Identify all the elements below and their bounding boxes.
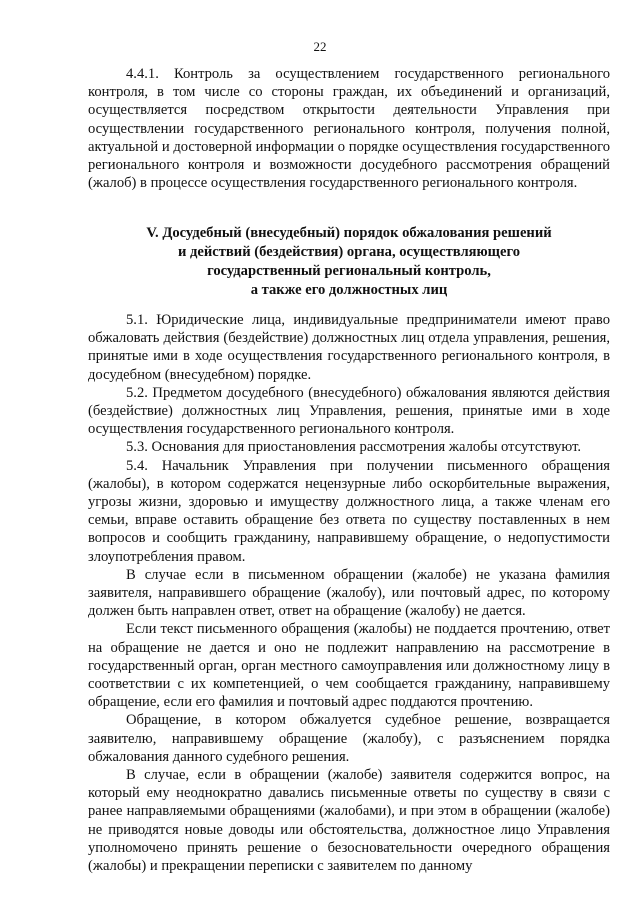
section-v-body: [88, 311, 610, 875]
paragraph-5-2: 5.2. Предметом досудебного (внесудебного) обжалования являются действия (бездействие) должностных лиц Управления, решения, принятые ими в ходе осуществления государственного регионального контроля.: [88, 384, 610, 438]
paragraph-5-1: 5.1. Юридические лица, индивидуальные предприниматели имеют право обжаловать действия (бездействие) должностных лиц отдела управления, решения, принятые ими в ходе осуществления государственного регионального контроля, в досудебном (внесудебном) порядке.: [88, 312, 610, 383]
heading-line-4: а также его должностных лиц: [250, 282, 448, 298]
page-number: 22: [313, 39, 327, 54]
paragraph-4-4-1: 4.4.1. Контроль за осуществлением государственного регионального контроля, в том числе со стороны граждан, их объединений и организаций, осуществляется посредством открытости деятельности Управления при осуществлении государственного регионального контроля, получения полной, актуальной и достоверной информации о порядке осуществления государственного регионального контроля и возможности досудебного рассмотрения обращений (жалоб) в процессе осуществления государственного регионального контроля.: [88, 66, 610, 192]
section-v-heading: [88, 224, 610, 300]
paragraph-repeated-appeal: В случае, если в обращении (жалобе) заявителя содержится вопрос, на который ему неоднократно давались письменные ответы по существу в связи с ранее направляемыми обращениями (жалобами), и при этом в обращении (жалобе) не приводятся новые доводы или обстоятельства, должностное лицо Управления уполномочено принять решение о безосновательности очередного обращения (жалобы) и прекращении переписки с заявителем по данному: [88, 767, 610, 875]
paragraph-unreadable: Если текст письменного обращения (жалобы) не поддается прочтению, ответ на обращение не дается и оно не подлежит направлению на рассмотрение в государственный орган, орган местного самоуправления или должностному лицу в соответствии с их компетенцией, о чем сообщается гражданину, направившему обращение, если его фамилия и почтовый адрес поддаются прочтению.: [88, 621, 610, 711]
section-4-4-1: [88, 65, 610, 192]
heading-line-2: и действий (бездействия) органа, осуществляющего: [177, 244, 521, 260]
heading-line-1: V. Досудебный (внесудебный) порядок обжалования решений: [146, 225, 552, 241]
paragraph-5-3: 5.3. Основания для приостановления рассмотрения жалобы отсутствуют.: [126, 439, 582, 456]
paragraph-no-address: В случае если в письменном обращении (жалобе) не указана фамилия заявителя, направившего обращение (жалобу), или почтовый адрес, по которому должен быть направлен ответ, ответ на обращение (жалобу) не дается.: [88, 566, 610, 620]
paragraph-court-decision: Обращение, в котором обжалуется судебное решение, возвращается заявителю, направившему обращение (жалобу), с разъяснением порядка обжалования данного судебного решения.: [88, 712, 610, 765]
heading-line-3: государственный региональный контроль,: [207, 263, 491, 279]
paragraph-5-4: 5.4. Начальник Управления при получении письменного обращения (жалобы), в котором содержатся нецензурные либо оскорбительные выражения, угрозы жизни, здоровью и имуществу должностного лица, а также членам его семьи, вправе оставить обращение без ответа по существу поставленных в нем вопросов и сообщить гражданину, направившему обращение, о недопустимости злоупотребления правом.: [88, 457, 610, 565]
